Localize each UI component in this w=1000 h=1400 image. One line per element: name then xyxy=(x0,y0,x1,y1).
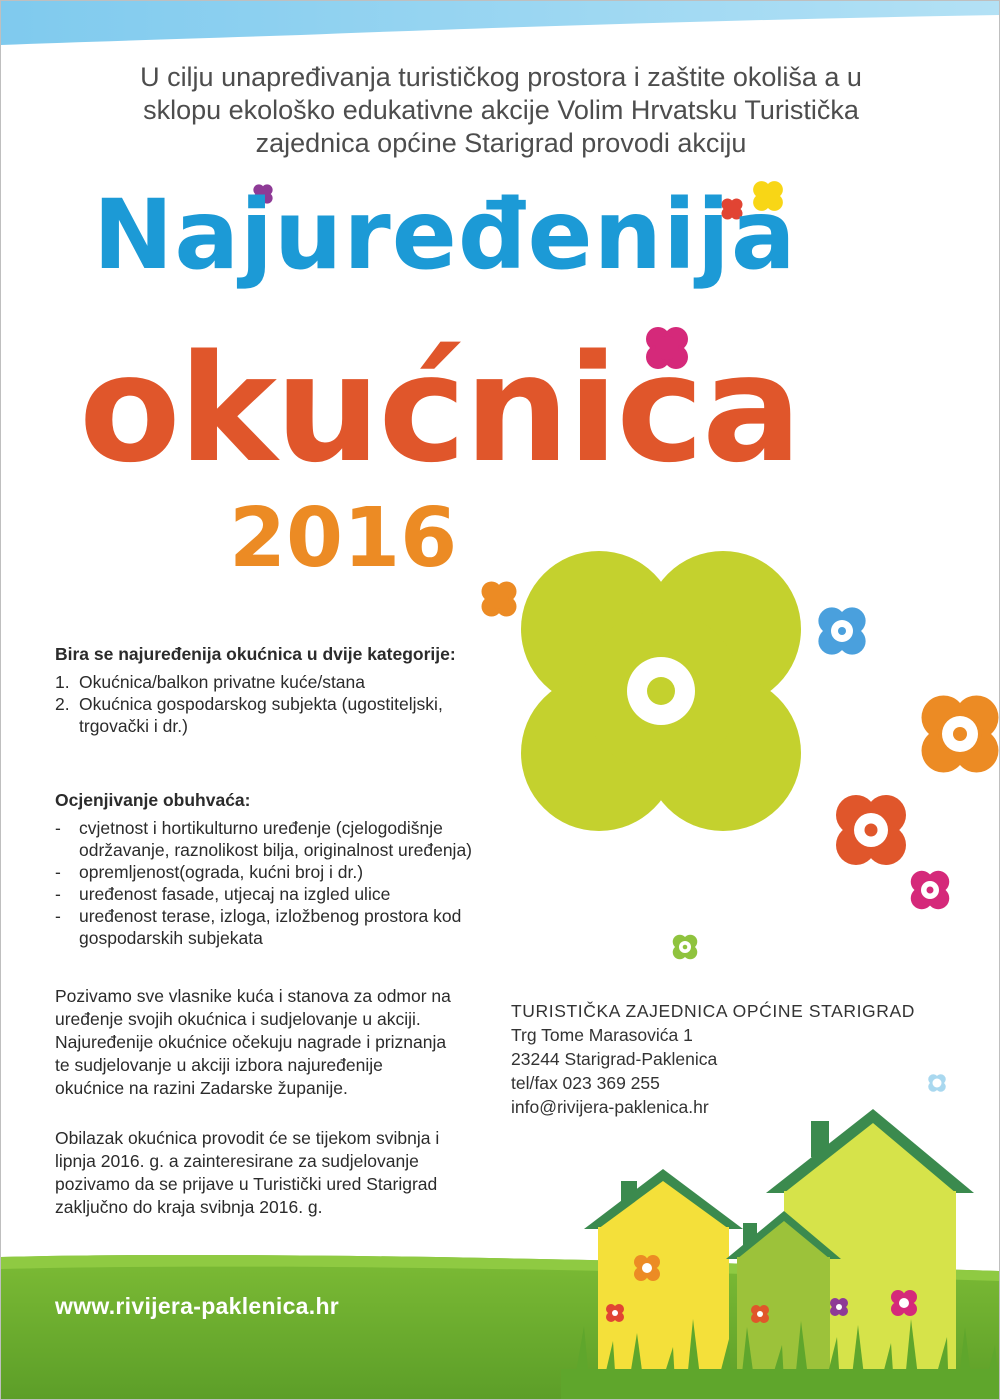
intro-line: U cilju unapređivanja turističkog prostora i zaštite okoliša a u xyxy=(140,62,862,92)
intro-line: sklopu ekološko edukativne akcije Volim Hrvatsku Turistička xyxy=(143,95,859,125)
small-flower-icon xyxy=(830,1298,848,1316)
list-number: 2. xyxy=(55,694,70,714)
list-text: uređenost terase, izloga, izložbenog prostora kod gospodarskih subjekata xyxy=(79,906,462,948)
contact-address: Trg Tome Marasovića 1 xyxy=(511,1025,693,1045)
list-text: cvjetnost i hortikulturno uređenje (cjelogodišnje održavanje, raznolikost bilja, originalnost uređenja) xyxy=(79,818,472,860)
categories-heading: Bira se najuređenija okućnica u dvije kategorije: xyxy=(55,644,456,664)
title-year: 2016 xyxy=(229,491,458,586)
categories-list xyxy=(55,671,475,737)
intro-text xyxy=(61,61,941,160)
list-item xyxy=(55,817,475,861)
contact-phone: tel/fax 023 369 255 xyxy=(511,1073,660,1093)
small-flower-icon xyxy=(634,1255,660,1281)
list-item xyxy=(55,861,475,883)
list-item xyxy=(55,671,475,693)
list-text: Okućnica gospodarskog subjekta (ugostiteljski, trgovački i dr.) xyxy=(79,694,443,736)
small-flower-icon xyxy=(911,871,950,910)
list-text: uređenost fasade, utjecaj na izgled ulice xyxy=(79,884,391,904)
title-line-2: okućnica xyxy=(79,323,800,495)
website-link[interactable]: www.rivijera-paklenica.hr xyxy=(55,1293,340,1319)
title-line-1: Najuređenija xyxy=(93,179,797,291)
small-flower-icon xyxy=(606,1304,624,1322)
small-flower-icon xyxy=(922,696,999,773)
small-flower-icon xyxy=(891,1290,917,1316)
contact-city: 23244 Starigrad-Paklenica xyxy=(511,1049,718,1069)
small-flower-icon xyxy=(673,935,698,960)
list-dash: - xyxy=(55,818,61,838)
small-flower-icon xyxy=(482,582,517,617)
list-item xyxy=(55,883,475,905)
invite-paragraph: Pozivamo sve vlasnike kuća i stanova za odmor na uređenje svojih okućnica i sudjelovanje u akciji. Najuređenije okućnice očekuju nagrade i priznanja te sudjelovanje u akciji izbora najuređenije okućnice na razini Zadarske županije. xyxy=(55,986,451,1098)
evaluation-heading: Ocjenjivanje obuhvaća: xyxy=(55,790,251,810)
list-item xyxy=(55,693,475,737)
evaluation-list xyxy=(55,817,475,949)
grass-and-houses xyxy=(1,1101,1000,1400)
list-dash: - xyxy=(55,884,61,904)
evaluation-section xyxy=(55,789,475,949)
list-text: opremljenost(ograda, kućni broj i dr.) xyxy=(79,862,364,882)
schedule-paragraph: Obilazak okućnica provodit će se tijekom svibnja i lipnja 2016. g. a zainteresirane za sudjelovanje pozivamo da se prijave u Turistički ured Starigrad zaključno do kraja svibnja 2016. g. xyxy=(55,1128,440,1217)
big-lime-flower-icon xyxy=(521,551,801,831)
small-flower-icon xyxy=(836,795,906,865)
categories-section xyxy=(55,643,475,737)
intro-line: zajednica općine Starigrad provodi akciju xyxy=(255,128,747,158)
list-item xyxy=(55,905,475,949)
list-dash: - xyxy=(55,862,61,882)
list-number: 1. xyxy=(55,672,70,692)
list-text: Okućnica/balkon privatne kuće/stana xyxy=(79,672,365,692)
list-dash: - xyxy=(55,906,61,926)
small-flower-icon xyxy=(818,607,865,654)
small-flower-icon xyxy=(751,1305,769,1323)
contact-email[interactable]: info@rivijera-paklenica.hr xyxy=(511,1097,709,1117)
contact-org: TURISTIČKA ZAJEDNICA OPĆINE STARIGRAD xyxy=(511,1001,916,1021)
